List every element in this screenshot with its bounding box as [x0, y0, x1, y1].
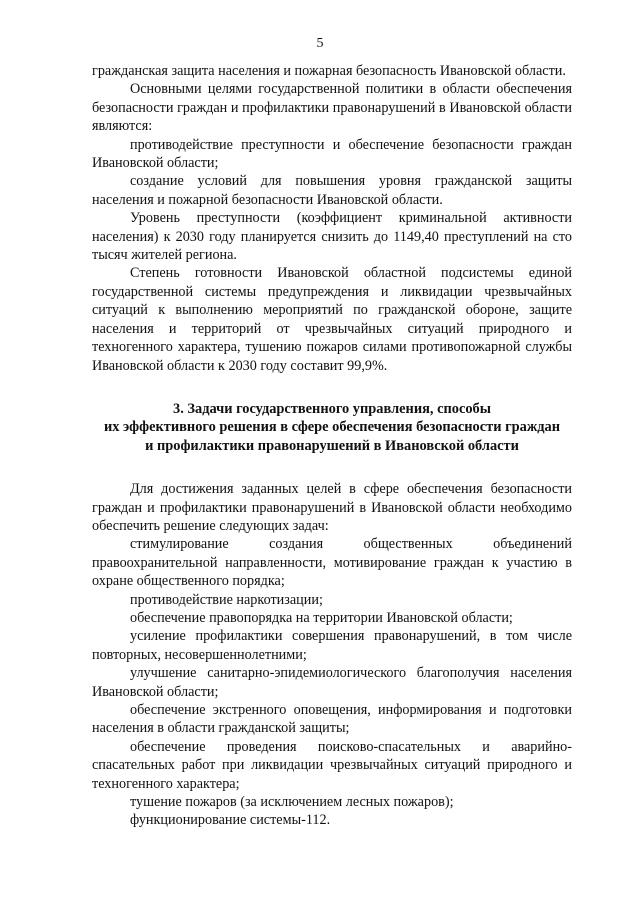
task-item: противодействие наркотизации; [130, 591, 323, 608]
paragraph-goal-1: противодействие преступности и обеспечение безопасности граждан Ивановской области; [92, 136, 572, 172]
task-item: усиление профилактики совершения правонарушений, в том числе повторных, несовершеннолетними; [92, 628, 572, 663]
task-item: тушение пожаров (за исключением лесных пожаров); [130, 794, 454, 811]
paragraph-policy-goals: Основными целями государственной политики в области обеспечения безопасности граждан и профилактики правонарушений в Ивановской области являются: [92, 81, 572, 135]
paragraph-tasks-intro: Для достижения заданных целей в сфере обеспечения безопасности граждан и профилактики правонарушений в Ивановской области необходимо обеспечить решение следующих задач: [92, 481, 572, 534]
paragraph-readiness: Степень готовности Ивановской областной подсистемы единой государственной системы предупреждения и ликвидации чрезвычайных ситуаций к выполнению мероприятий по гражданской обороне, защите населения и территорий от чрезвычайных ситуаций природного и техногенного характера, тушению пожаров силами противопожарной службы Ивановской области к 2030 году составит 99,9%. [92, 265, 572, 374]
task-item: улучшение санитарно-эпидемиологического благополучия населения Ивановской области; [92, 665, 572, 700]
paragraph-crime-level: Уровень преступности (коэффициент криминальной активности населения) к 2030 году планируется снизить до 1149,40 преступлений на сто тысяч жителей региона. [92, 210, 572, 264]
task-item: обеспечение проведения поисково-спасательных и аварийно-спасательных работ при ликвидации чрезвычайных ситуаций природного и техногенного характера; [92, 738, 572, 792]
document-body [92, 62, 572, 830]
task-item: функционирование системы-112. [130, 812, 331, 829]
paragraph-continuation: гражданская защита населения и пожарная безопасность Ивановской области. [92, 63, 566, 79]
section-heading [92, 400, 572, 455]
paragraph-goal-2: создание условий для повышения уровня гражданской защиты населения и пожарной безопасности Ивановской области. [92, 173, 572, 208]
task-item: обеспечение правопорядка на территории Ивановской области; [130, 609, 513, 626]
section-heading-line-1: 3. Задачи государственного управления, способы [173, 400, 491, 417]
page-number: 5 [316, 36, 324, 51]
section-heading-line-2: их эффективного решения в сфере обеспечения безопасности граждан [103, 419, 561, 436]
section-heading-line-3: и профилактики правонарушений в Ивановской области [145, 437, 519, 454]
task-item: стимулирование создания общественных объединений правоохранительной направленности, мотивирование граждан к участию в охране общественного порядка; [92, 536, 572, 590]
task-item: обеспечение экстренного оповещения, информирования и подготовки населения в области гражданской защиты; [92, 702, 572, 737]
